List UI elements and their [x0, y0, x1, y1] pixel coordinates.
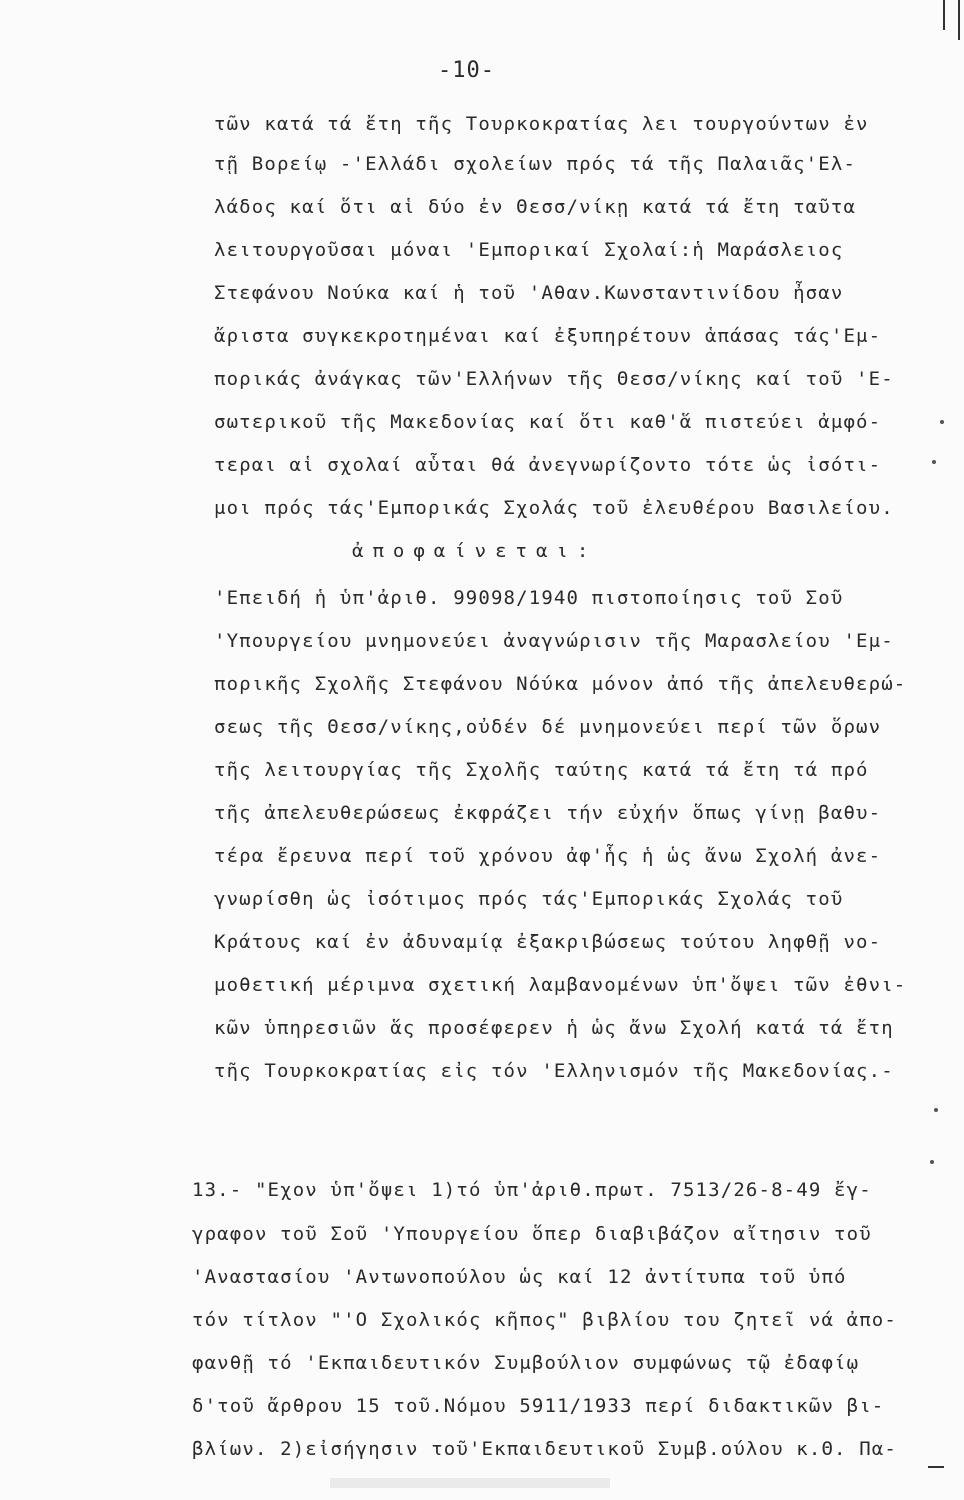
- page-number: -10-: [438, 58, 495, 83]
- scan-speck: [940, 420, 944, 424]
- text-line: Στεφάνου Νούκα καί ἡ τοῦ 'Αθαν.Κωνσταντινίδου ἦσαν: [214, 282, 844, 304]
- scan-edge-mark: [943, 0, 945, 30]
- text-line: σωτερικοῦ τῆς Μακεδονίας καί ὅτι καθ'ἅ πιστεύει ἀμφό-: [214, 411, 882, 433]
- text-line: δ'τοῦ ἄρθρου 15 τοῦ.Νόμου 5911/1933 περί διδακτικῶν βι-: [192, 1395, 885, 1417]
- text-line: 'Υπουργείου μνημονεύει ἀναγνώρισιν τῆς Μαρασλείου 'Εμ-: [214, 630, 894, 652]
- text-line: 'Επειδή ἡ ὑπ'ἀριθ. 99098/1940 πιστοποίησις τοῦ Σοῦ: [214, 587, 844, 609]
- scan-speck: [932, 460, 936, 464]
- section-heading: ἀποφαίνεται:: [352, 540, 598, 562]
- text-line: κῶν ὑπηρεσιῶν ἅς προσέφερεν ἡ ὡς ἄνω Σχολή κατά τά ἔτη: [214, 1017, 894, 1039]
- text-line: τῇ Βορείῳ -'Ελλάδι σχολείων πρός τά τῆς Παλαιᾶς'Ελ-: [214, 153, 857, 175]
- text-line: τῆς λειτουργίας τῆς Σχολῆς ταύτης κατά τά ἔτη τά πρό: [214, 759, 869, 781]
- text-line: τόν τίτλον "'Ο Σχολικός κῆπος" βιβλίου του ζητεῖ νά ἀπο-: [192, 1309, 897, 1331]
- scan-edge-mark: [928, 1466, 944, 1468]
- text-line: 13.- "Εχον ὑπ'ὄψει 1)τό ὑπ'ἀριθ.πρωτ. 7513/26-8-49 ἔγ-: [192, 1179, 872, 1201]
- text-line: τῶν κατά τά ἔτη τῆς Τουρκοκρατίας λει τουργούντων ἐν: [214, 113, 869, 135]
- scan-smudge: [330, 1478, 610, 1488]
- scan-edge-mark: [958, 0, 960, 40]
- text-line: σεως τῆς Θεσσ/νίκης,οὐδέν δέ μνημονεύει περί τῶν ὅρων: [214, 716, 882, 738]
- text-line: τῆς Τουρκοκρατίας εἰς τόν 'Ελληνισμόν τῆς Μακεδονίας.-: [214, 1060, 894, 1082]
- text-line: πορικάς ἀνάγκας τῶν'Ελλήνων τῆς Θεσσ/νίκης καί τοῦ 'Ε-: [214, 368, 894, 390]
- text-line: φανθῇ τό 'Εκπαιδευτικόν Συμβούλιον συμφώνως τῷ ἐδαφίῳ: [192, 1352, 860, 1374]
- text-line: τέρα ἔρευνα περί τοῦ χρόνου ἀφ'ἧς ἡ ὡς ἄνω Σχολή ἀνε-: [214, 845, 882, 867]
- text-line: 'Αναστασίου 'Αντωνοπούλου ὡς καί 12 ἀντίτυπα τοῦ ὑπό: [192, 1266, 847, 1288]
- text-line: μοι πρός τάς'Εμπορικάς Σχολάς τοῦ ἐλευθέρου Βασιλείου.: [214, 497, 894, 519]
- text-line: μοθετική μέριμνα σχετική λαμβανομένων ὑπ'ὄψει τῶν ἐθνι-: [214, 974, 907, 996]
- text-line: τεραι αἱ σχολαί αὗται θά ἀνεγνωρίζοντο τότε ὡς ἰσότι-: [214, 454, 882, 476]
- text-line: γραφον τοῦ Σοῦ 'Υπουργείου ὅπερ διαβιβάζον αἴτησιν τοῦ: [192, 1223, 872, 1245]
- scan-speck: [934, 1108, 938, 1112]
- text-line: πορικῆς Σχολῆς Στεφάνου Νόύκα μόνον ἀπό τῆς ἀπελευθερώ-: [214, 673, 907, 695]
- text-line: λειτουργοῦσαι μόναι 'Εμπορικαί Σχολαί:ἡ Μαράσλειος: [214, 239, 844, 261]
- text-line: τῆς ἀπελευθερώσεως ἐκφράζει τήν εὐχήν ὅπως γίνῃ βαθυ-: [214, 802, 882, 824]
- text-line: βλίων. 2)εἰσήγησιν τοῦ'Εκπαιδευτικοῦ Συμβ.ούλου κ.Θ. Πα-: [192, 1438, 897, 1460]
- scan-speck: [930, 1160, 934, 1164]
- text-line: λάδος καί ὅτι αἱ δύο ἐν Θεσσ/νίκῃ κατά τά ἔτη ταῦτα: [214, 196, 857, 218]
- text-line: γνωρίσθη ὡς ἰσότιμος πρός τάς'Εμπορικάς Σχολάς τοῦ: [214, 888, 844, 910]
- text-line: ἄριστα συγκεκροτημέναι καί ἐξυπηρέτουν ἁπάσας τάς'Εμ-: [214, 325, 882, 347]
- text-line: Κράτους καί ἐν ἀδυναμίᾳ ἐξακριβώσεως τούτου ληφθῇ νο-: [214, 931, 882, 953]
